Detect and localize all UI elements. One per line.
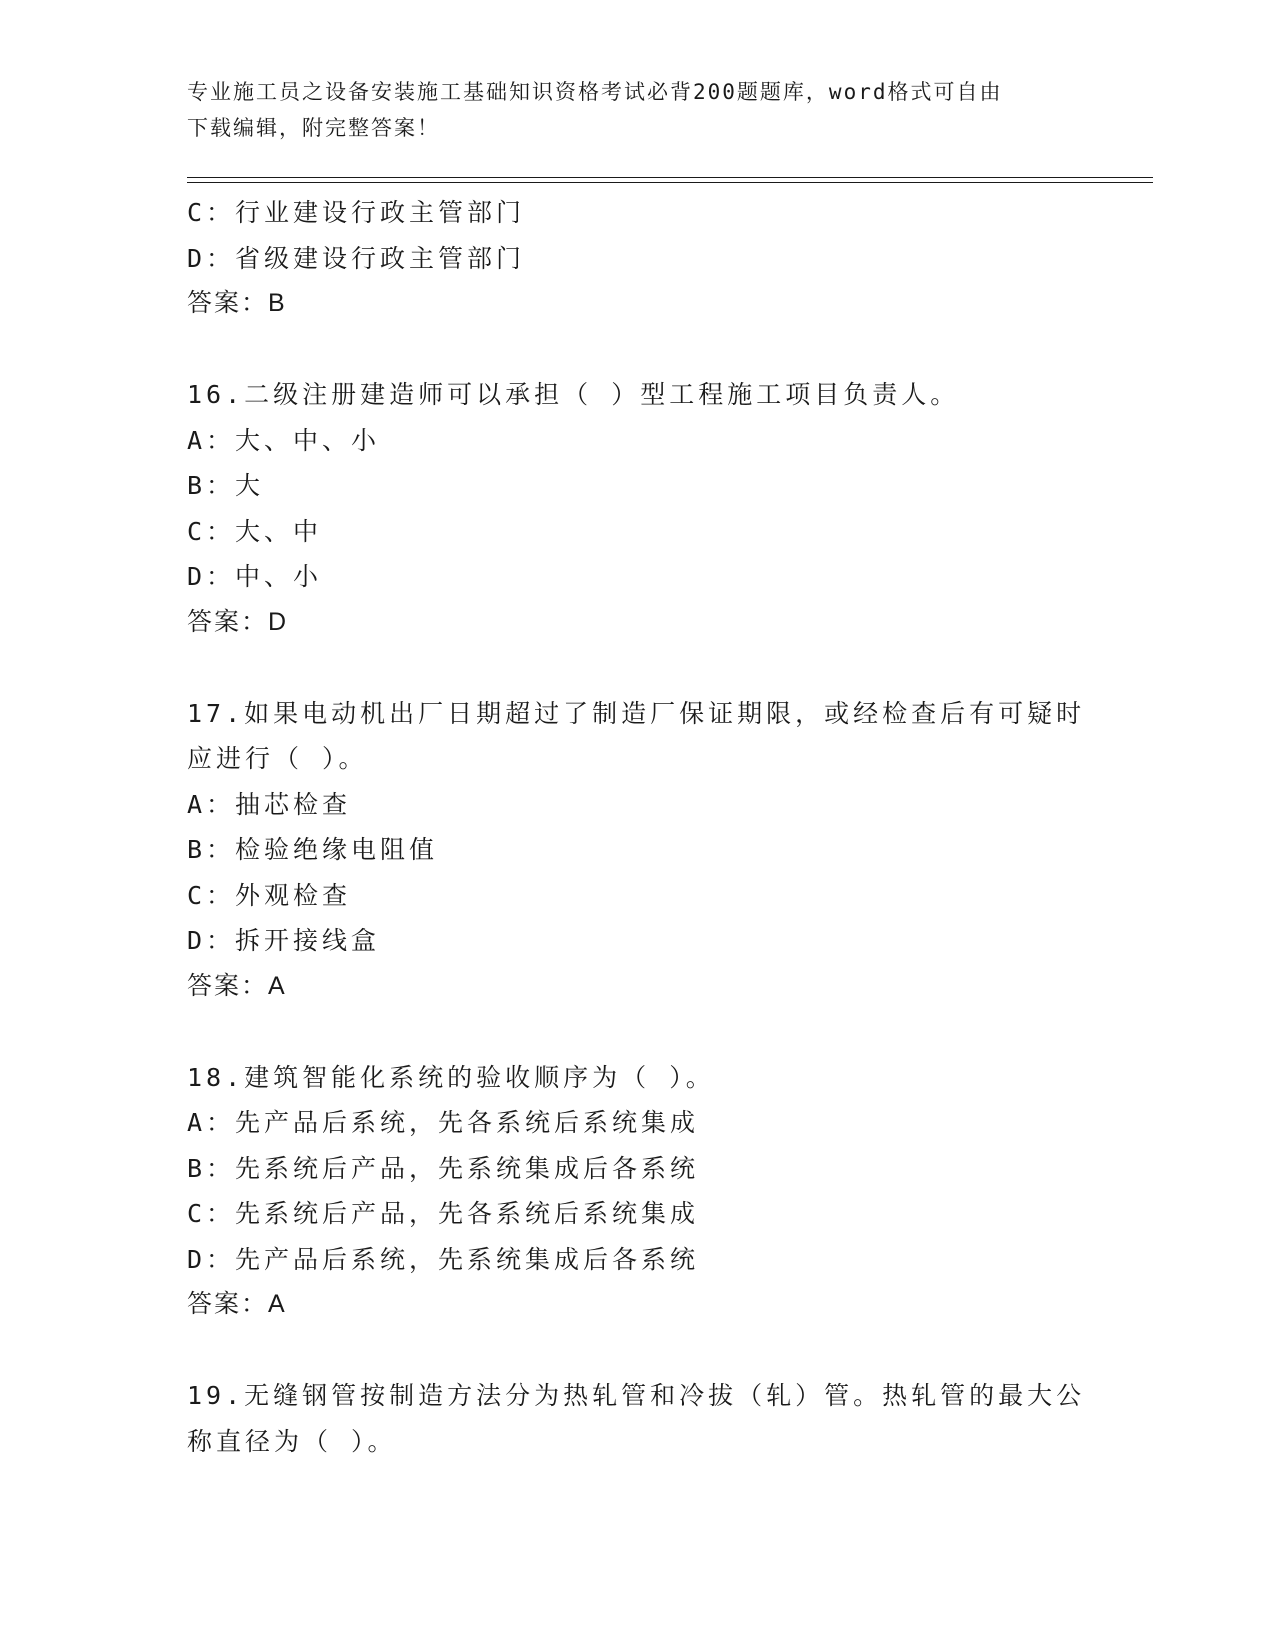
question-block-17 — [187, 691, 1087, 1010]
option-a: A：先产品后系统，先各系统后系统集成 — [187, 1108, 700, 1137]
question-stem: 18.建筑智能化系统的验收顺序为（ ）。 — [187, 1062, 715, 1092]
option-d: D：省级建设行政主管部门 — [187, 243, 526, 273]
option-c: C：大、中 — [187, 516, 323, 546]
question-block-18 — [187, 1055, 1087, 1328]
question-stem: 16.二级注册建造师可以承担（ ）型工程施工项目负责人。 — [187, 380, 960, 409]
question-block-16 — [187, 372, 1087, 645]
answer: 答案：B — [187, 289, 287, 317]
option-a: A：大、中、小 — [187, 425, 381, 455]
option-d: D：拆开接线盒 — [187, 926, 381, 955]
question-stem-line-1: 17.如果电动机出厂日期超过了制造厂保证期限，或经检查后有可疑时 — [187, 698, 1086, 728]
question-block-15 — [187, 190, 1087, 327]
header-divider-top — [187, 177, 1153, 178]
option-d: D：中、小 — [187, 562, 323, 591]
question-stem-line-2: 称直径为（ ）。 — [187, 1426, 397, 1456]
option-b: B：检验绝缘电阻值 — [187, 835, 439, 864]
spacer — [187, 327, 1087, 373]
option-c: C：先系统后产品，先各系统后系统集成 — [187, 1199, 700, 1228]
answer: 答案：A — [187, 971, 287, 1000]
answer: 答案：D — [187, 607, 289, 636]
spacer — [187, 1009, 1087, 1055]
option-b: B：大 — [187, 471, 265, 500]
header-divider-bottom — [187, 182, 1153, 183]
question-stem-line-2: 应进行（ ）。 — [187, 744, 368, 773]
option-b: B：先系统后产品，先系统集成后各系统 — [187, 1153, 700, 1183]
spacer — [187, 1328, 1087, 1374]
document-header — [187, 74, 1067, 146]
option-c: C：外观检查 — [187, 880, 352, 910]
spacer — [187, 645, 1087, 691]
option-d: D：先产品后系统，先系统集成后各系统 — [187, 1244, 700, 1274]
question-list — [187, 190, 1087, 1464]
option-c: C：行业建设行政主管部门 — [187, 198, 526, 227]
answer: 答案：A — [187, 1290, 287, 1318]
header-title-line-2: 下载编辑，附完整答案！ — [187, 116, 440, 140]
question-block-19 — [187, 1373, 1087, 1464]
question-stem-line-1: 19.无缝钢管按制造方法分为热轧管和冷拔（轧）管。热轧管的最大公 — [187, 1381, 1086, 1410]
header-title-line-1: 专业施工员之设备安装施工基础知识资格考试必背200题题库，word格式可自由 — [187, 80, 1003, 104]
option-a: A：抽芯检查 — [187, 789, 352, 819]
